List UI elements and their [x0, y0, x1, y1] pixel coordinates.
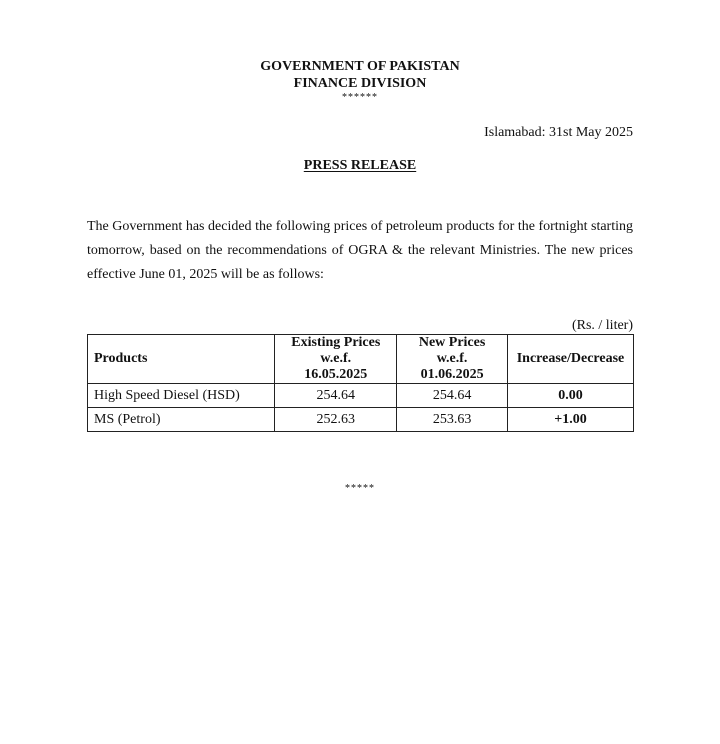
row-new-price: 254.64 [397, 384, 508, 408]
header-new-line3: 01.06.2025 [420, 367, 484, 382]
header-new-line1: New Prices [418, 335, 486, 350]
table-row [88, 408, 634, 432]
table-row [88, 384, 634, 408]
intro-paragraph: The Government has decided the following prices of petroleum products for the fortnight starting tomorrow, based on the recommendations of OGRA & the relevant Ministries. The new prices effective June 01, 2025 will be as follows: [87, 219, 633, 282]
letterhead-government: GOVERNMENT OF PAKISTAN [260, 59, 460, 74]
press-release-title-text: PRESS RELEASE [303, 158, 417, 173]
header-products: Products [88, 335, 275, 384]
end-separator: ***** [345, 483, 375, 494]
letterhead-separator: ****** [342, 92, 378, 103]
letterhead [0, 58, 720, 104]
header-existing-prices [275, 335, 397, 384]
header-increase-decrease: Increase/Decrease [508, 335, 634, 384]
header-existing-line3: 16.05.2025 [304, 367, 368, 382]
row-product: MS (Petrol) [88, 408, 275, 432]
row-existing-price: 252.63 [275, 408, 397, 432]
header-new-prices [397, 335, 508, 384]
price-table [87, 334, 634, 432]
row-change: 0.00 [508, 384, 634, 408]
row-change: +1.00 [508, 408, 634, 432]
header-new-line2: w.e.f. [436, 351, 468, 366]
header-existing-line1: Existing Prices [291, 335, 381, 350]
row-new-price: 253.63 [397, 408, 508, 432]
header-existing-line2: w.e.f. [320, 351, 352, 366]
row-product: High Speed Diesel (HSD) [88, 384, 275, 408]
row-existing-price: 254.64 [275, 384, 397, 408]
date-line: Islamabad: 31st May 2025 [484, 125, 633, 140]
press-release-title [0, 158, 720, 174]
unit-note: (Rs. / liter) [571, 318, 633, 333]
letterhead-division: FINANCE DIVISION [293, 76, 427, 91]
table-header-row [88, 335, 634, 384]
